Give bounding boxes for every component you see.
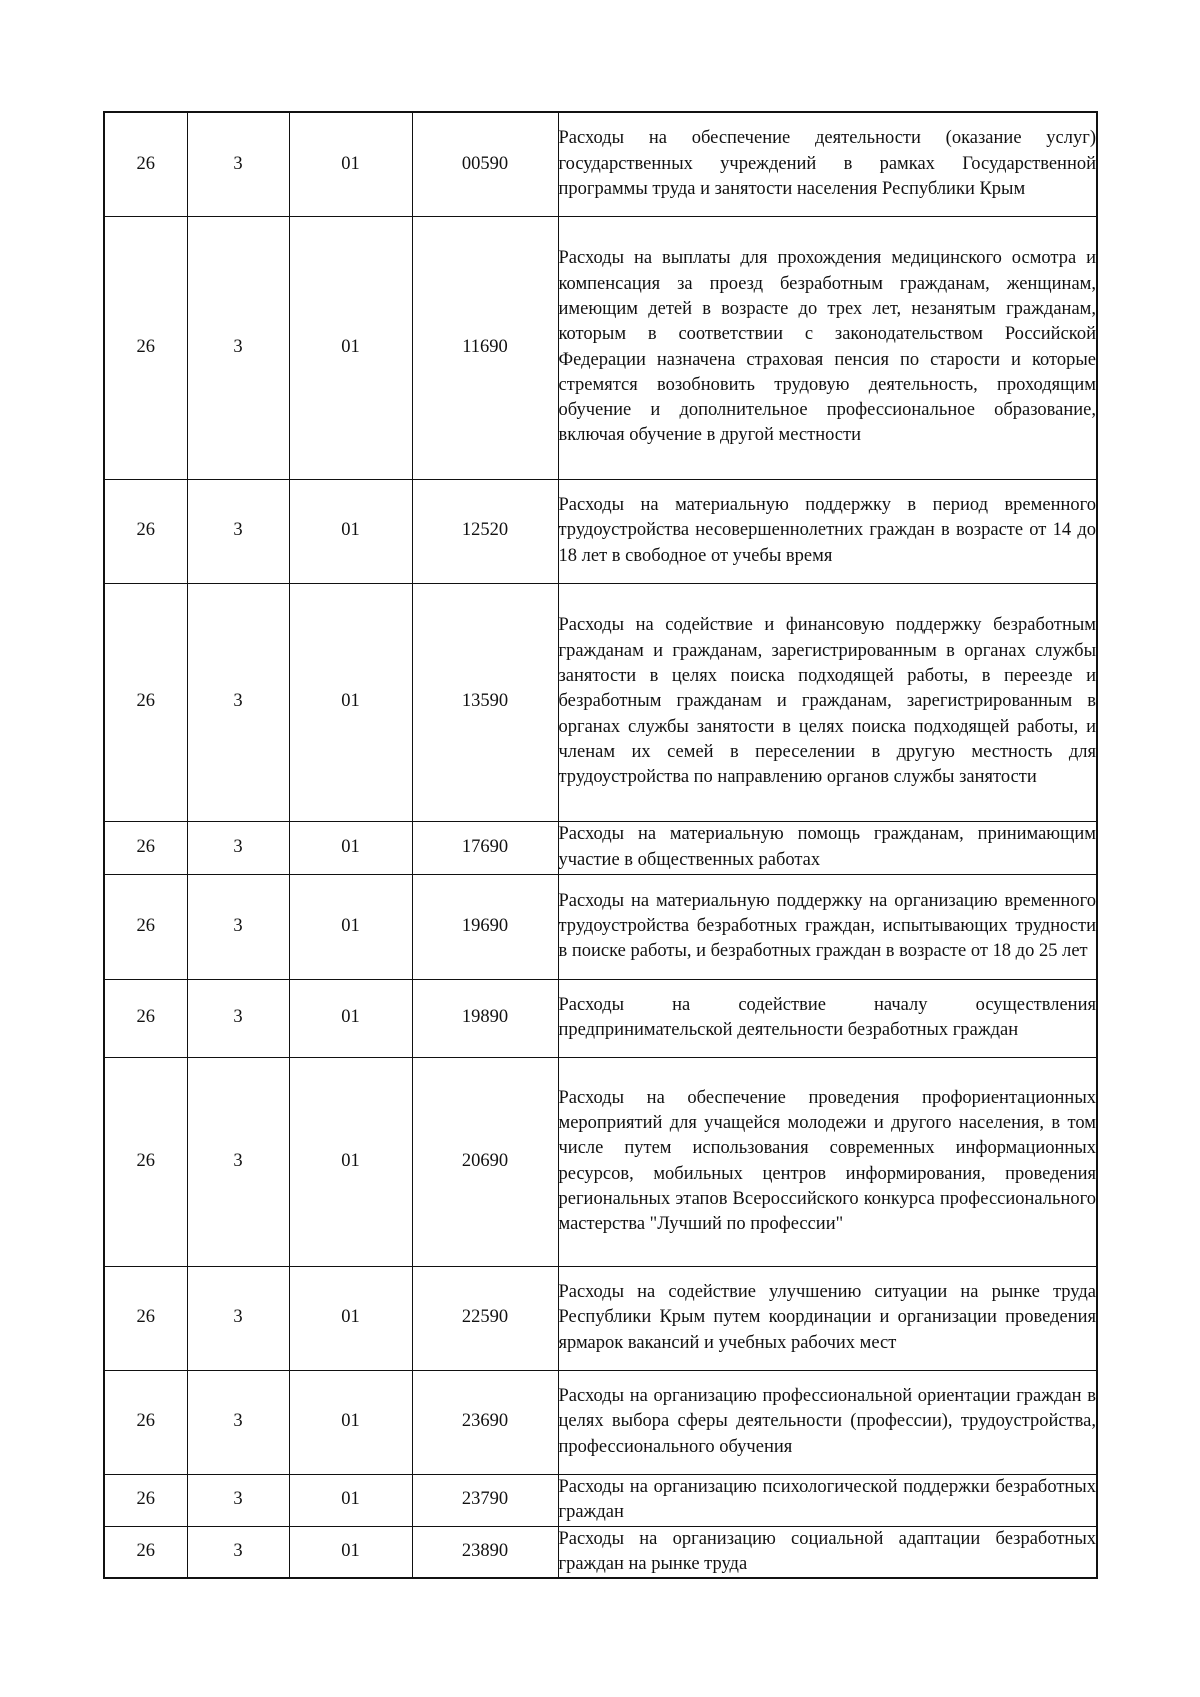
expense-description-cell: Расходы на организацию психологической поддержки безработных граждан xyxy=(558,1474,1097,1526)
direction-code-cell: 23790 xyxy=(412,1474,558,1526)
direction-code-cell: 13590 xyxy=(412,583,558,821)
expense-description-cell: Расходы на организацию социальной адаптации безработных граждан на рынке труда xyxy=(558,1526,1097,1578)
subprogram-code-cell: 3 xyxy=(187,479,289,583)
main-event-code-cell: 01 xyxy=(289,874,412,979)
direction-code-cell: 11690 xyxy=(412,216,558,479)
expense-description-cell: Расходы на материальную помощь гражданам, принимающим участие в общественных работах xyxy=(558,821,1097,874)
direction-code-cell: 19690 xyxy=(412,874,558,979)
subprogram-code-cell: 3 xyxy=(187,821,289,874)
program-code-cell: 26 xyxy=(104,479,187,583)
program-code-cell: 26 xyxy=(104,1370,187,1474)
main-event-code-cell: 01 xyxy=(289,979,412,1057)
expense-description-cell: Расходы на содействие началу осуществления предпринимательской деятельности безработных граждан xyxy=(558,979,1097,1057)
program-code-cell: 26 xyxy=(104,112,187,216)
program-code-cell: 26 xyxy=(104,1526,187,1578)
subprogram-code-cell: 3 xyxy=(187,216,289,479)
main-event-code-cell: 01 xyxy=(289,112,412,216)
direction-code-cell: 20690 xyxy=(412,1057,558,1266)
budget-classification-table xyxy=(103,111,1098,1579)
table-row xyxy=(104,216,1097,479)
expense-description-cell: Расходы на организацию профессиональной ориентации граждан в целях выбора сферы деятельности (профессии), трудоустройства, профессионального обучения xyxy=(558,1370,1097,1474)
table-row xyxy=(104,874,1097,979)
table-row xyxy=(104,979,1097,1057)
program-code-cell: 26 xyxy=(104,821,187,874)
direction-code-cell: 23690 xyxy=(412,1370,558,1474)
table-row xyxy=(104,1370,1097,1474)
program-code-cell: 26 xyxy=(104,1474,187,1526)
table-row xyxy=(104,821,1097,874)
table-row xyxy=(104,1526,1097,1578)
subprogram-code-cell: 3 xyxy=(187,1266,289,1370)
subprogram-code-cell: 3 xyxy=(187,874,289,979)
subprogram-code-cell: 3 xyxy=(187,979,289,1057)
main-event-code-cell: 01 xyxy=(289,821,412,874)
table-row xyxy=(104,1057,1097,1266)
table-row xyxy=(104,1266,1097,1370)
main-event-code-cell: 01 xyxy=(289,1266,412,1370)
subprogram-code-cell: 3 xyxy=(187,1370,289,1474)
main-event-code-cell: 01 xyxy=(289,1057,412,1266)
main-event-code-cell: 01 xyxy=(289,479,412,583)
subprogram-code-cell: 3 xyxy=(187,583,289,821)
program-code-cell: 26 xyxy=(104,216,187,479)
direction-code-cell: 19890 xyxy=(412,979,558,1057)
direction-code-cell: 23890 xyxy=(412,1526,558,1578)
direction-code-cell: 00590 xyxy=(412,112,558,216)
expense-description-cell: Расходы на содействие улучшению ситуации на рынке труда Республики Крым путем координации и организации проведения ярмарок вакансий и учебных рабочих мест xyxy=(558,1266,1097,1370)
expense-description-cell: Расходы на обеспечение деятельности (оказание услуг) государственных учреждений в рамках Государственной программы труда и занятости населения Республики Крым xyxy=(558,112,1097,216)
table-row xyxy=(104,112,1097,216)
expense-description-cell: Расходы на обеспечение проведения профориентационных мероприятий для учащейся молодежи и другого населения, в том числе путем использования современных информационных ресурсов, мобильных центров информирования, проведения региональных этапов Всероссийского конкурса профессионального мастерства "Лучший по профессии" xyxy=(558,1057,1097,1266)
expense-description-cell: Расходы на содействие и финансовую поддержку безработным гражданам и гражданам, зарегистрированным в органах службы занятости в целях поиска подходящей работы, в переезде и безработным гражданам и гражданам, зарегистрированным в органах службы занятости в целях поиска подходящей работы, и членам их семей в переселении в другую местность для трудоустройства по направлению органов службы занятости xyxy=(558,583,1097,821)
subprogram-code-cell: 3 xyxy=(187,1474,289,1526)
direction-code-cell: 22590 xyxy=(412,1266,558,1370)
subprogram-code-cell: 3 xyxy=(187,112,289,216)
main-event-code-cell: 01 xyxy=(289,1370,412,1474)
main-event-code-cell: 01 xyxy=(289,583,412,821)
direction-code-cell: 12520 xyxy=(412,479,558,583)
main-event-code-cell: 01 xyxy=(289,1526,412,1578)
program-code-cell: 26 xyxy=(104,874,187,979)
main-event-code-cell: 01 xyxy=(289,1474,412,1526)
program-code-cell: 26 xyxy=(104,1266,187,1370)
subprogram-code-cell: 3 xyxy=(187,1526,289,1578)
table-row xyxy=(104,1474,1097,1526)
table-row xyxy=(104,479,1097,583)
table-row xyxy=(104,583,1097,821)
direction-code-cell: 17690 xyxy=(412,821,558,874)
expense-description-cell: Расходы на материальную поддержку на организацию временного трудоустройства безработных граждан, испытывающих трудности в поиске работы, и безработных граждан в возрасте от 18 до 25 лет xyxy=(558,874,1097,979)
main-event-code-cell: 01 xyxy=(289,216,412,479)
expense-description-cell: Расходы на выплаты для прохождения медицинского осмотра и компенсация за проезд безработным гражданам, женщинам, имеющим детей в возрасте до трех лет, незанятым гражданам, которым в соответствии с законодательством Российской Федерации назначена страховая пенсия по старости и которые стремятся возобновить трудовую деятельность, проходящим обучение и дополнительное профессиональное образование, включая обучение в другой местности xyxy=(558,216,1097,479)
subprogram-code-cell: 3 xyxy=(187,1057,289,1266)
program-code-cell: 26 xyxy=(104,1057,187,1266)
program-code-cell: 26 xyxy=(104,583,187,821)
program-code-cell: 26 xyxy=(104,979,187,1057)
expense-description-cell: Расходы на материальную поддержку в период временного трудоустройства несовершеннолетних граждан в возрасте от 14 до 18 лет в свободное от учебы время xyxy=(558,479,1097,583)
